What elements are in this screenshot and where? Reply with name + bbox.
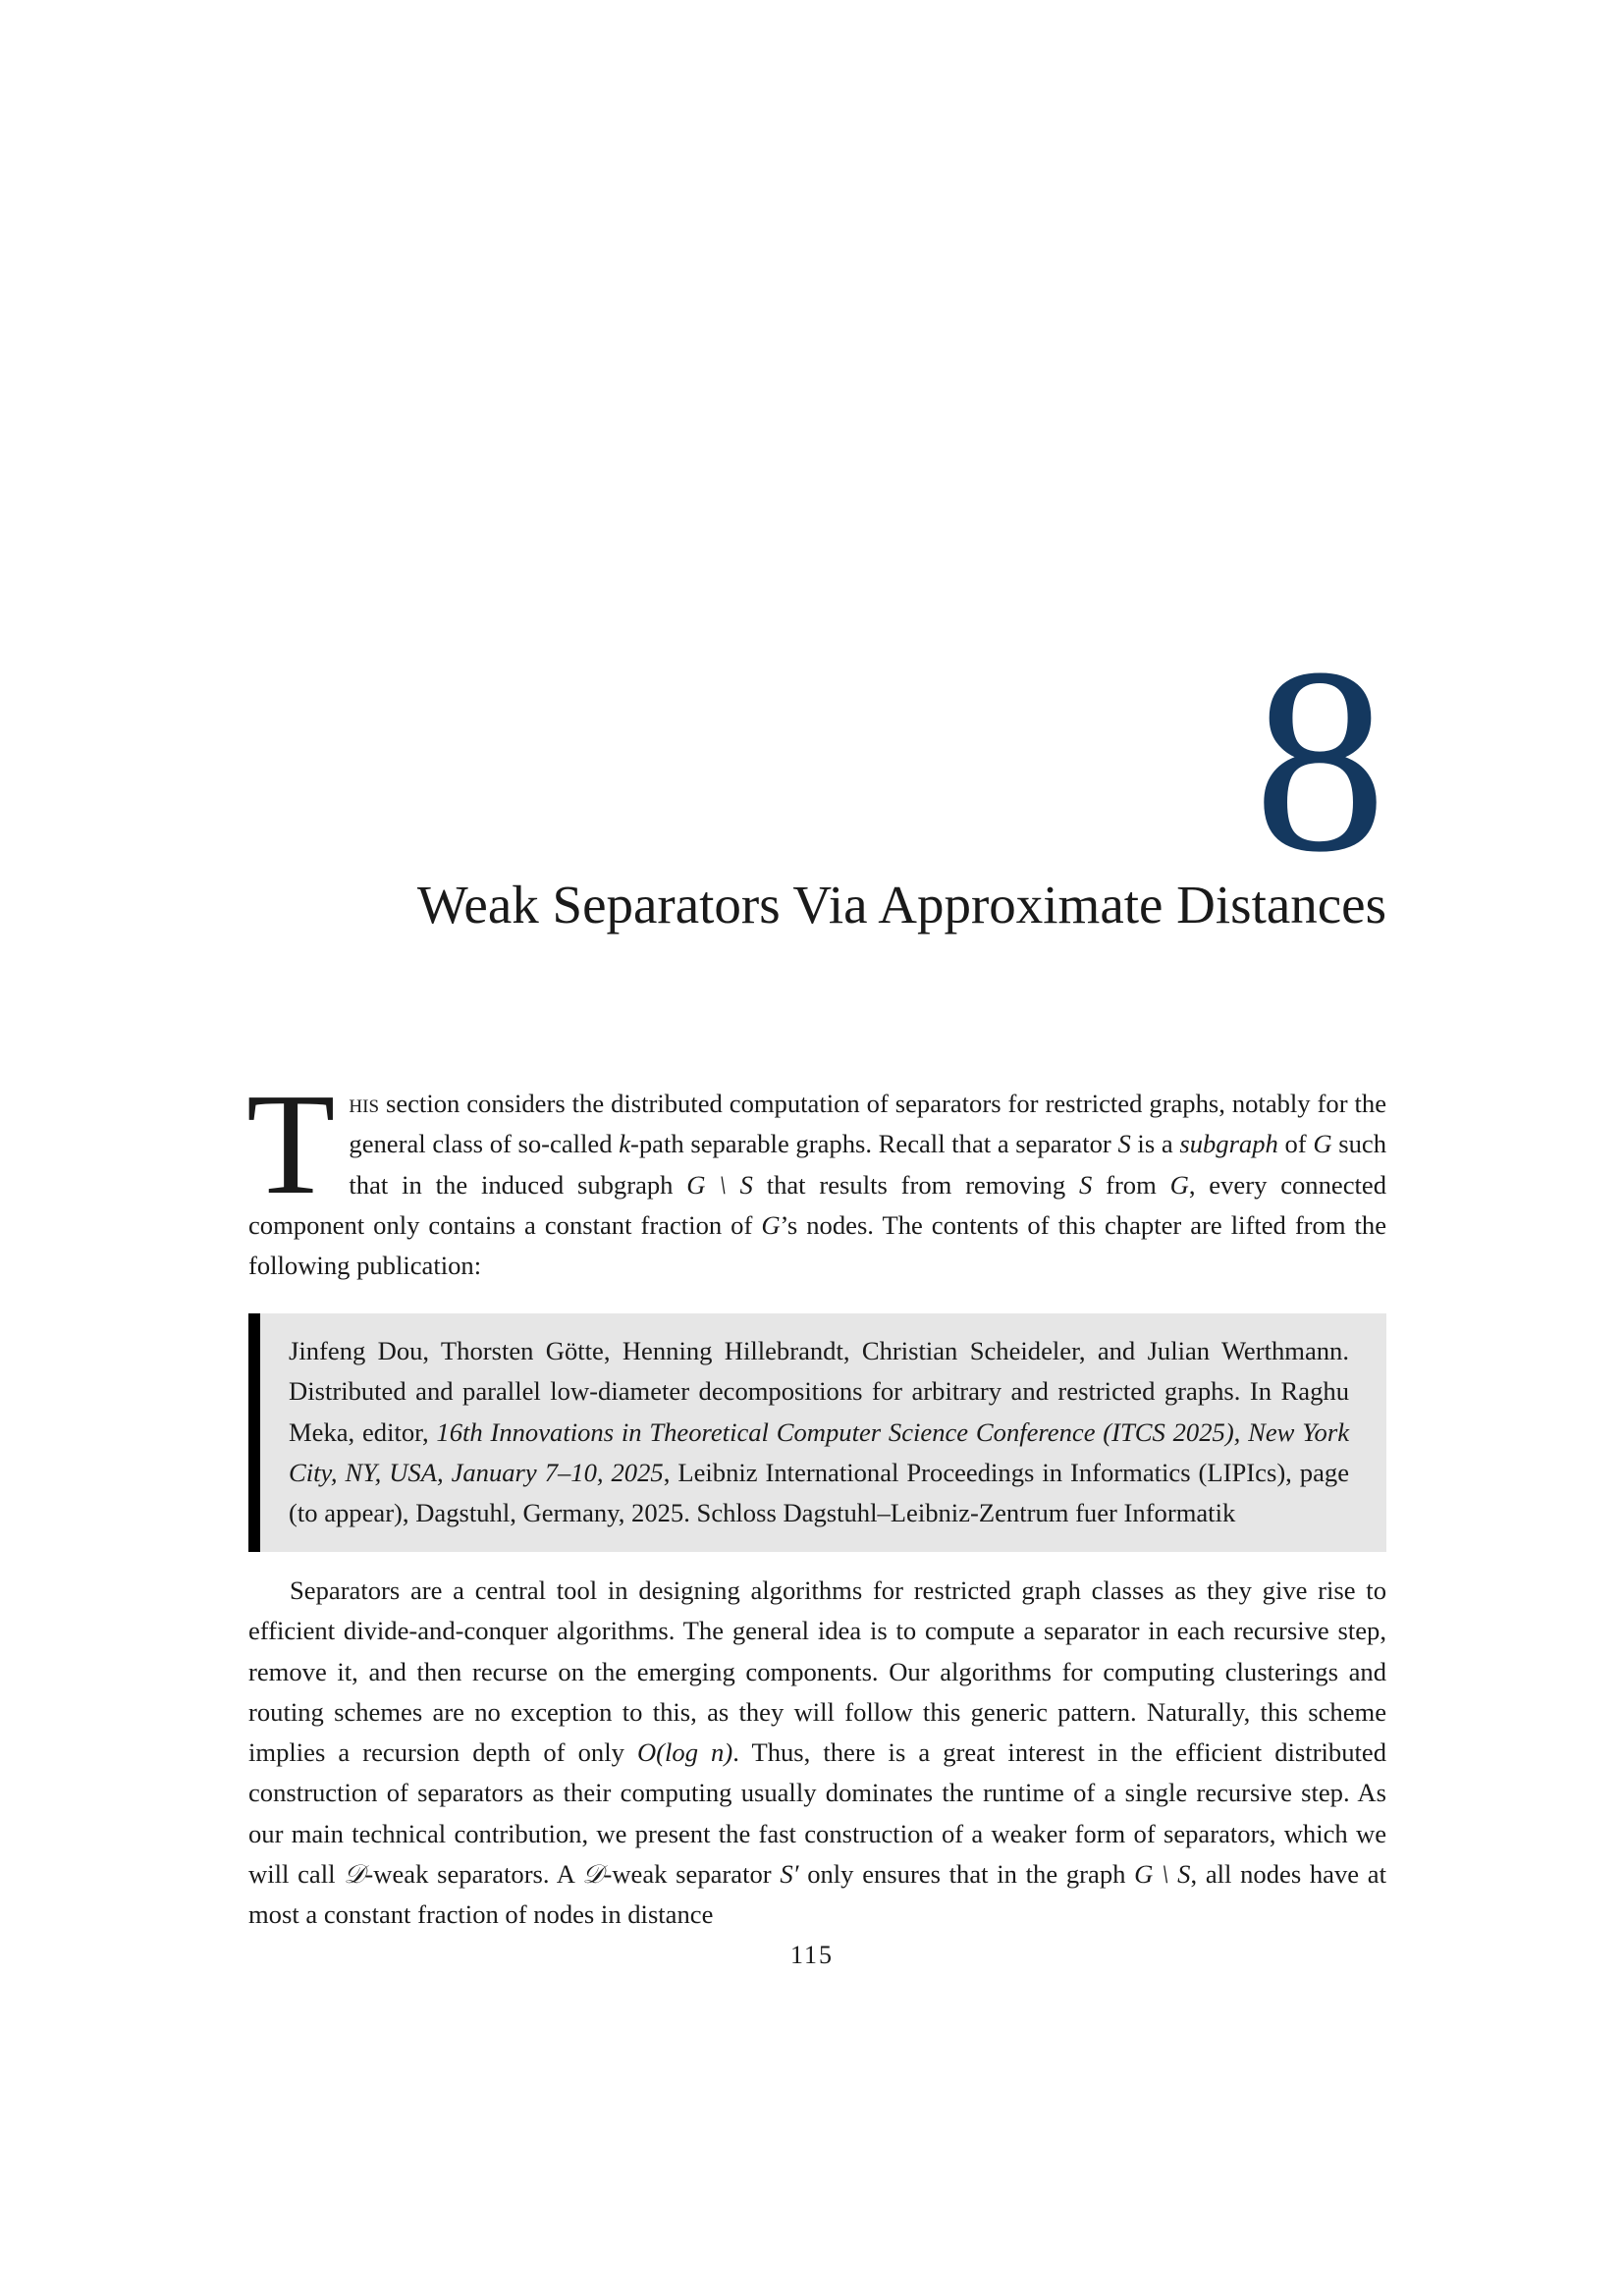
intro-text-1: section considers the distributed computation of separators for restricted graphs, notably for the general class of so-called (349, 1089, 1386, 1159)
para-text-5: only ensures that in the graph (798, 1859, 1135, 1890)
para-text-1: Separators are a central tool in designing algorithms for restricted graph classes as they give rise to efficient divide-and-conquer algorithms. The general idea is to compute a separator in each recursive step, remove it, and then recurse on the emerging components. Our algorithms for computing clusterings and routing schemes are no exception to this, as they will follow this generic pattern. Naturally, this scheme implies a recursion depth of only (248, 1575, 1386, 1768)
math-k: k (619, 1129, 631, 1159)
intro-paragraph (246, 1064, 1386, 1286)
subgraph-emphasis: subgraph (1179, 1129, 1278, 1159)
math-s: S (1117, 1129, 1131, 1159)
math-d: 𝒟 (344, 1859, 365, 1890)
math-s: S (1078, 1169, 1093, 1200)
math-g-minus-s: G \ S (686, 1169, 753, 1200)
para-text-2: . Thus, there is a great interest in the efficient distributed construction of separators as their computing usually dominates the runtime of a single recursive step. As our main technical contribution, we present the fast construction of a weaker form of separators, which we will call (248, 1737, 1386, 1890)
math-g: G (1313, 1129, 1332, 1159)
para-text-6: , all nodes have at most a constant fraction of nodes in distance (248, 1859, 1386, 1930)
math-d: 𝒟 (582, 1859, 604, 1890)
citation-box (248, 1313, 1386, 1552)
citation-text-1: Jinfeng Dou, Thorsten Götte, Henning Hillebrandt, Christian Scheideler, and Julian Werthmann. Distributed and parallel low-diameter decompositions for arbitrary and restricted graphs. In Raghu Meka, editor, (289, 1336, 1349, 1447)
chapter-number: 8 (1254, 614, 1386, 907)
math-g: G (761, 1209, 781, 1240)
body-paragraph (248, 1571, 1386, 1936)
intro-smallcaps: his (349, 1089, 380, 1118)
drop-cap: T (246, 1064, 336, 1225)
intro-text-3: is a (1130, 1129, 1180, 1159)
math-g: G (1169, 1169, 1189, 1200)
para-text-3: -weak separators. A (364, 1859, 583, 1890)
para-text-4: -weak separator (603, 1859, 781, 1890)
citation-text-2: , Leibniz International Proceedings in Informatics (LIPIcs), page (to appear), Dagstuhl, Germany, 2025. Schloss Dagstuhl–Leibniz-Zentrum fuer Informatik (289, 1457, 1350, 1528)
intro-text-2: -path separable graphs. Recall that a separator (630, 1129, 1118, 1159)
intro-text-9: ’s nodes. The contents of this chapter are lifted from the following publication: (248, 1209, 1386, 1281)
citation-venue: 16th Innovations in Theoretical Computer Science Conference (ITCS 2025), New York City, NY, USA, January 7–10, 2025 (289, 1416, 1349, 1487)
intro-text-6: that results from removing (752, 1169, 1079, 1200)
intro-text-8: , every connected component only contains a constant fraction of (248, 1169, 1386, 1240)
math-s-prime: S′ (780, 1859, 799, 1890)
page-number: 115 (789, 1941, 835, 1969)
intro-text-5: such that in the induced subgraph (349, 1129, 1386, 1200)
intro-text-4: of (1277, 1129, 1314, 1159)
math-g-minus-s: G \ S (1134, 1859, 1191, 1890)
chapter-title: Weak Separators Via Approximate Distances (416, 875, 1386, 934)
math-olog: O(log n) (636, 1737, 733, 1768)
intro-text-7: from (1092, 1169, 1170, 1200)
